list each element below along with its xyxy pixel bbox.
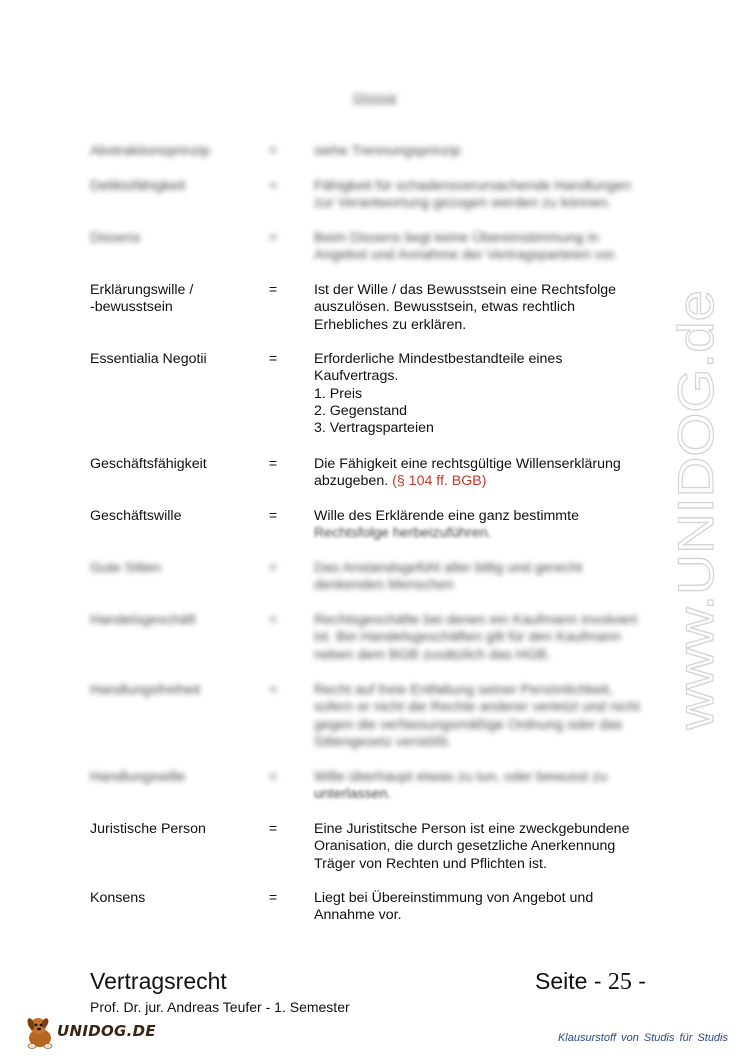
definition-line: Rechtsgeschäfte bei denen ein Kaufmann involviert xyxy=(314,612,638,628)
equals-sign: = xyxy=(268,612,278,628)
glossary-definition xyxy=(314,821,674,873)
glossary-definition xyxy=(314,769,674,804)
watermark-text: www.UNIDOG.de xyxy=(668,341,724,730)
definition-line: 3. Vertragsparteien xyxy=(314,420,434,437)
glossary-term xyxy=(90,282,260,317)
page-number-value: 25 xyxy=(607,969,632,995)
equals-sign: = xyxy=(268,560,278,576)
definition-line: denkenden Menschen xyxy=(314,577,454,594)
equals-sign: = xyxy=(268,682,278,698)
definition-line: auszulösen. Bewusstsein, etwas rechtlich xyxy=(314,299,576,316)
definition-line: Kaufvertrags. xyxy=(314,368,399,385)
definition-line: Annahme vor. xyxy=(314,907,402,924)
equals-sign: = xyxy=(268,230,278,246)
definition-line: Beim Dissens liegt keine Übereinstimmung in xyxy=(314,230,599,246)
definition-line: siehe Trennungsprinzip xyxy=(314,143,461,159)
definition-line: Fähigkeit für schadensverursachende Handlungen xyxy=(314,178,632,194)
page-suffix: - xyxy=(631,968,646,994)
definition-line: Ist der Wille / das Bewusstsein eine Rechtsfolge xyxy=(314,282,617,298)
glossary-term: Juristische Person xyxy=(90,821,206,837)
definition-line: 1. Preis xyxy=(314,385,363,402)
definition-line: Eine Juristitsche Person ist eine zweckgebundene xyxy=(314,821,630,837)
glossary-term: Konsens xyxy=(90,890,146,906)
definition-line: Angebot und Annahme der Vertragsparteien vor. xyxy=(314,247,618,264)
footer-title: Vertragsrecht xyxy=(90,968,227,994)
definition-line: neben dem BGB zusätzlich das HGB. xyxy=(314,646,551,663)
definition-line: gegen die verfassungsmäßige Ordnung oder das xyxy=(314,716,623,733)
glossary-term: Handelsgeschäft xyxy=(90,612,196,628)
term-line: -bewusstsein xyxy=(90,299,173,316)
definition-line: Recht auf freie Entfaltung seiner Persönlichkeit, xyxy=(314,682,613,698)
equals-sign: = xyxy=(268,456,278,472)
tagline: Klausurstoff von Studis für Studis xyxy=(557,1032,728,1044)
definition-line: Das Anstandsgefühl aller billig und gerecht xyxy=(314,560,583,576)
page-prefix: Seite - xyxy=(535,968,608,994)
term-line: Erklärungswille / xyxy=(90,282,194,298)
definition-line: Liegt bei Übereinstimmung von Angebot und xyxy=(314,890,594,906)
glossary-definition xyxy=(314,178,674,213)
equals-sign: = xyxy=(268,351,278,367)
glossary-definition xyxy=(314,230,674,265)
dog-icon xyxy=(22,1014,58,1050)
definition-line: 2. Gegenstand xyxy=(314,402,408,419)
equals-sign: = xyxy=(268,890,278,906)
watermark xyxy=(618,290,750,730)
glossary-term: Geschäftswille xyxy=(90,508,182,524)
definition-line: Wille des Erklärende eine ganz bestimmte xyxy=(314,508,579,524)
footer-subtitle: Prof. Dr. jur. Andreas Teufer - 1. Semester xyxy=(90,999,350,1015)
glossary-definition xyxy=(314,890,674,925)
equals-sign: = xyxy=(268,143,278,159)
definition-line: Oranisation, die durch gesetzliche Anerkennung xyxy=(314,838,616,855)
definition-line: Träger von Rechten und Pflichten ist. xyxy=(314,855,547,872)
definition-line: ist. Bei Handelsgeschäften gilt für den Kaufmann xyxy=(314,629,621,646)
glossary-term: Deliktsfähigkeit xyxy=(90,178,186,194)
equals-sign: = xyxy=(268,508,278,524)
definition-line: Erhebliches zu erklären. xyxy=(314,316,467,333)
definition-line: zur Verantwortung gezogen werden zu können. xyxy=(314,195,612,212)
glossary-term: Abstraktionsprinzip xyxy=(90,143,210,159)
definition-line: Rechtsfolge herbeizuführen. xyxy=(314,525,492,542)
glossary-term: Geschäftsfähigkeit xyxy=(90,456,207,472)
page-number xyxy=(535,968,646,996)
equals-sign: = xyxy=(268,769,278,785)
glossary-definition xyxy=(314,143,674,160)
equals-sign: = xyxy=(268,821,278,837)
glossary-term: Handlungsfreiheit xyxy=(90,682,201,698)
definition-line: Die Fähigkeit eine rechtsgültige Willenserklärung xyxy=(314,456,621,472)
watermark-graphic xyxy=(618,290,748,730)
unidog-logo xyxy=(22,1014,162,1050)
glossary-term: Gute Sitten xyxy=(90,560,161,576)
definition-line: sofern er nicht die Rechte anderer verletzt und nicht xyxy=(314,699,640,716)
glossary-term: Essentialia Negotii xyxy=(90,351,207,367)
equals-sign: = xyxy=(268,282,278,298)
definition-line: Sittengesetz verstößt. xyxy=(314,733,452,750)
equals-sign: = xyxy=(268,178,278,194)
glossary-term: Dissens xyxy=(90,230,141,246)
glossary-term: Handlungswille xyxy=(90,769,186,785)
definition-text: abzugeben. xyxy=(314,473,389,490)
definition-line: Erforderliche Mindestbestandteile eines xyxy=(314,351,563,367)
law-reference: (§ 104 ff. BGB) xyxy=(392,473,487,490)
definition-line: unterlassen. xyxy=(314,786,392,803)
definition-line: Wille überhaupt etwas zu tun, oder bewusst zu xyxy=(314,769,608,785)
logo-text: UNIDOG.DE xyxy=(57,1022,156,1040)
page-title: Glossar xyxy=(352,90,398,105)
